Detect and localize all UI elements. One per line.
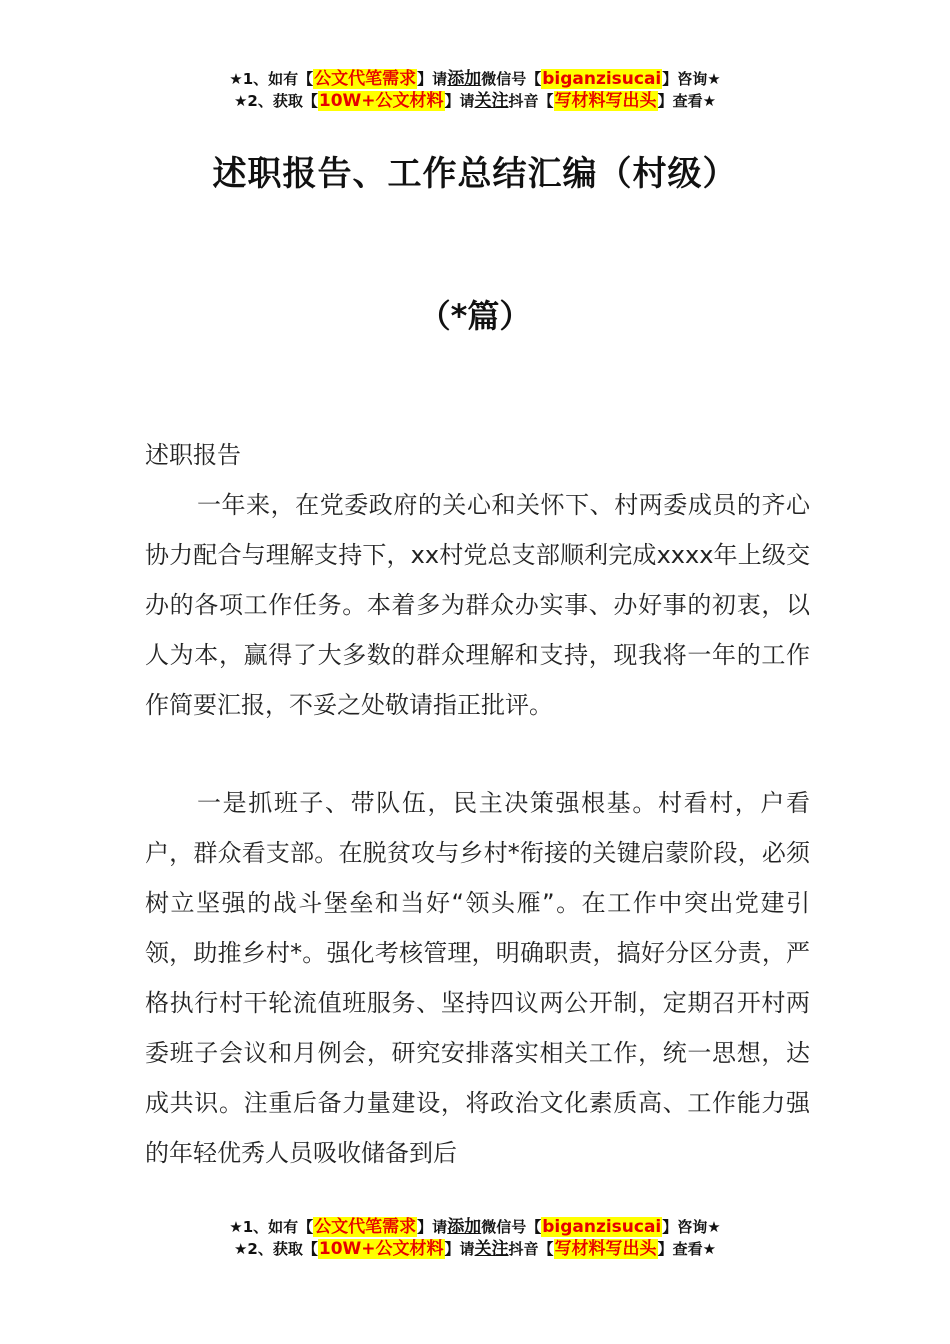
- banner-highlight: biganzisucai: [542, 1217, 662, 1237]
- banner-text: 微信号【: [481, 70, 542, 88]
- document-subtitle: （*篇）: [418, 297, 532, 335]
- document-title: 述职报告、工作总结汇编（村级）: [212, 154, 738, 194]
- banner-highlight: 10W+公文材料: [318, 91, 444, 111]
- banner-line-1: [0, 68, 950, 90]
- banner-highlight: 公文代笔需求: [314, 1217, 417, 1237]
- banner-text: ★2、获取【: [233, 92, 318, 110]
- banner-text: 】咨询★: [662, 1218, 721, 1236]
- section-heading: 述职报告: [145, 441, 241, 469]
- document-body: [145, 430, 810, 1178]
- banner-underline: 关注: [474, 91, 509, 111]
- banner-text: ★1、如有【: [229, 1218, 314, 1236]
- header-banner: [0, 68, 950, 112]
- banner-line-2: [0, 90, 950, 112]
- banner-highlight: biganzisucai: [542, 69, 662, 89]
- banner-text: 】咨询★: [662, 70, 721, 88]
- banner-line-1: [0, 1216, 950, 1238]
- footer-banner: [0, 1216, 950, 1260]
- banner-text: 】查看★: [657, 92, 717, 110]
- banner-text: 】查看★: [657, 1240, 717, 1258]
- banner-text: 】请: [444, 92, 475, 110]
- banner-highlight: 写材料写出头: [554, 1239, 657, 1259]
- banner-text: 】请: [417, 70, 448, 88]
- paragraph: 一年来，在党委政府的关心和关怀下、村两委成员的齐心协力配合与理解支持下，xx村党总支部顺利完成xxxx年上级交办的各项工作任务。本着多为群众办实事、办好事的初衷，以人为本，赢得了大多数的群众理解和支持，现我将一年的工作作简要汇报，不妥之处敬请指正批评。: [145, 491, 810, 719]
- banner-text: 】请: [444, 1240, 475, 1258]
- banner-highlight: 公文代笔需求: [314, 69, 417, 89]
- banner-text: 抖音【: [508, 1240, 554, 1258]
- banner-underline: 添加: [447, 69, 482, 89]
- paragraph-gap: [145, 730, 810, 778]
- banner-highlight: 写材料写出头: [554, 91, 657, 111]
- banner-text: ★2、获取【: [233, 1240, 318, 1258]
- banner-text: 微信号【: [481, 1218, 542, 1236]
- banner-line-2: [0, 1238, 950, 1260]
- banner-underline: 关注: [474, 1239, 509, 1259]
- banner-text: 】请: [417, 1218, 448, 1236]
- banner-underline: 添加: [447, 1217, 482, 1237]
- banner-text: ★1、如有【: [229, 70, 314, 88]
- paragraph: 一是抓班子、带队伍，民主决策强根基。村看村，户看户，群众看支部。在脱贫攻与乡村*衔接的关键启蒙阶段，必须树立坚强的战斗堡垒和当好“领头雁”。在工作中突出党建引领，助推乡村*。强化考核管理，明确职责，搞好分区分责，严格执行村干轮流值班服务、坚持四议两公开制，定期召开村两委班子会议和月例会，研究安排落实相关工作，统一思想，达成共识。注重后备力量建设，将政治文化素质高、工作能力强的年轻优秀人员吸收储备到后: [145, 789, 810, 1167]
- banner-highlight: 10W+公文材料: [318, 1239, 444, 1259]
- banner-text: 抖音【: [508, 92, 554, 110]
